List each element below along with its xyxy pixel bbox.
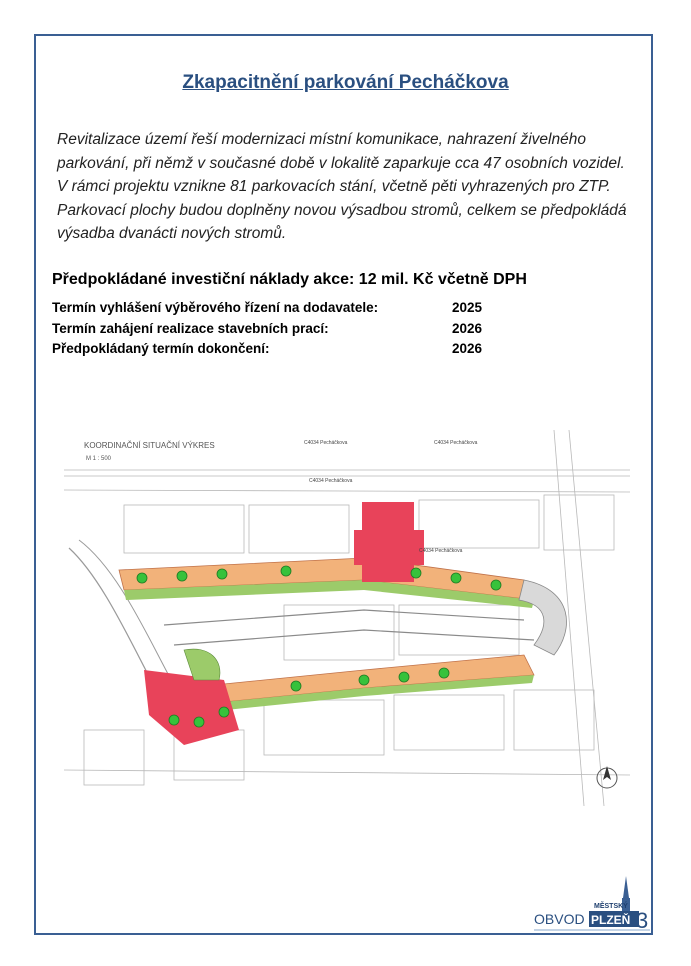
plan-scale: M 1 : 500 bbox=[86, 456, 112, 462]
schedule-label: Termín vyhlášení výběrového řízení na dodavatele: bbox=[52, 300, 379, 315]
site-plan-drawing bbox=[64, 430, 630, 806]
page-title: Zkapacitnění parkování Pecháčkova bbox=[182, 72, 509, 93]
mestsky-obvod-logo bbox=[532, 868, 652, 940]
schedule-year: 2026 bbox=[452, 320, 483, 336]
plan-street-label: C4034 Pecháčkova bbox=[304, 440, 348, 446]
plan-street-label: C4034 Pecháčkova bbox=[309, 478, 353, 484]
logo-left-text: OBVOD bbox=[534, 911, 585, 927]
schedule-label: Termín zahájení realizace stavebních prací: bbox=[52, 320, 329, 336]
plan-street-label: C4034 Pecháčkova bbox=[419, 548, 463, 554]
logo-top-text: MĚSTSKÝ bbox=[594, 903, 628, 910]
project-description: Revitalizace území řeší modernizaci místní komunikace, nahrazení živelného parkování, při němž v současné době v lokalitě zaparkuje cca 47 osobních vozidel. V rámci projektu vznikne 81 parkovacích stání, včetně pěti vyhrazených pro ZTP. Parkovací plochy budou doplněny novou výsadbou stromů, celkem se předpokládá výsadba dvanácti nových stromů. bbox=[57, 131, 627, 242]
logo-right-text: PLZEŇ bbox=[591, 913, 631, 927]
schedule-year: 2026 bbox=[452, 341, 483, 356]
logo-number: 3 bbox=[636, 908, 649, 933]
plan-street-label: C4034 Pecháčkova bbox=[434, 440, 478, 446]
plan-road-junction bbox=[354, 530, 424, 565]
schedule-label: Předpokládaný termín dokončení: bbox=[52, 341, 270, 356]
schedule-year: 2025 bbox=[452, 300, 483, 315]
investment-costs: Předpokládané investiční náklady akce: 12 mil. Kč včetně DPH bbox=[52, 271, 527, 288]
plan-heading: KOORDINAČNÍ SITUAČNÍ VÝKRES bbox=[84, 441, 215, 450]
logo-spire-icon bbox=[623, 876, 629, 898]
